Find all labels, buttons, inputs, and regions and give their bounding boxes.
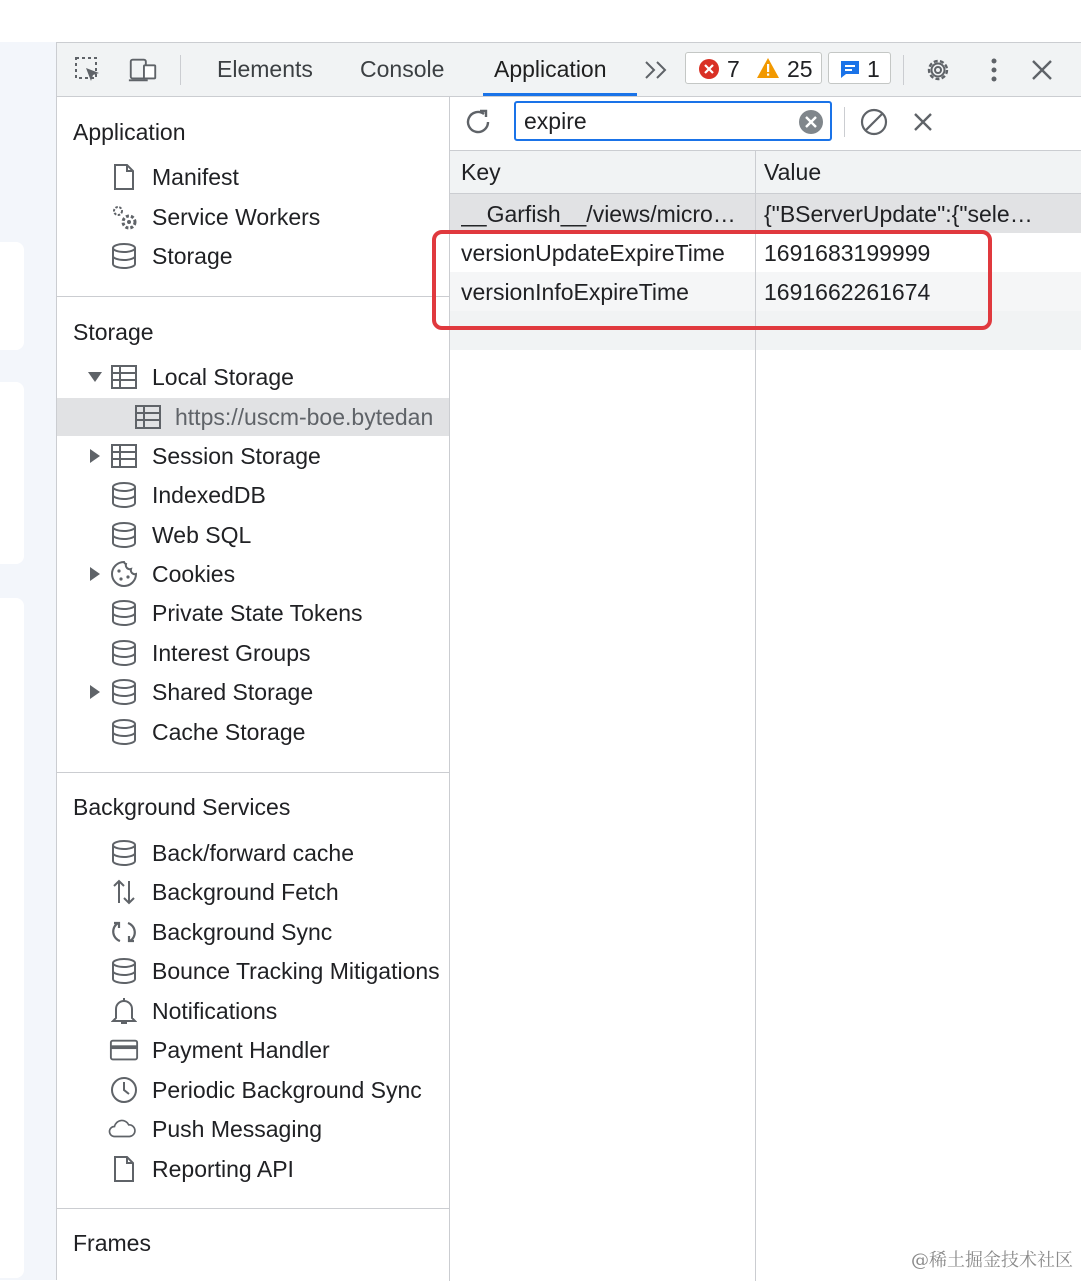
database-icon (109, 838, 139, 868)
database-icon (109, 638, 139, 668)
sidebar-item-shared-storage[interactable] (57, 673, 449, 711)
section-title-storage: Storage (73, 319, 154, 345)
column-header-key[interactable]: Key (461, 159, 501, 185)
sidebar-item-label: Local Storage (152, 364, 294, 390)
row-value: 1691683199999 (764, 240, 931, 266)
more-options-icon[interactable] (978, 55, 1010, 85)
sidebar-item-background-fetch[interactable] (57, 873, 449, 911)
sidebar-item-label: Notifications (152, 998, 278, 1024)
row-value: 1691662261674 (764, 279, 931, 305)
sidebar-item-cache-storage[interactable] (57, 713, 449, 751)
cloud-icon (107, 1114, 137, 1144)
gears-icon (109, 202, 139, 232)
sidebar-item-label: Interest Groups (152, 640, 311, 666)
row-value: {"BServerUpdate":{"sele… (764, 201, 1033, 227)
sidebar-item-label: Payment Handler (152, 1037, 330, 1063)
table-icon (133, 402, 163, 432)
sidebar-item-web-sql[interactable] (57, 516, 449, 554)
watermark: @稀土掘金技术社区 (911, 1250, 1073, 1271)
database-icon (109, 520, 139, 550)
bell-icon (109, 996, 139, 1026)
sidebar-item-label: IndexedDB (152, 482, 266, 508)
warning-count: 25 (787, 56, 813, 82)
page-card (0, 382, 24, 564)
sidebar-item-label: Bounce Tracking Mitigations (152, 958, 440, 984)
sidebar-item-local-storage[interactable] (57, 358, 449, 396)
warning-icon (756, 57, 780, 79)
device-toggle-icon[interactable] (127, 55, 159, 85)
expanded-arrow-icon[interactable] (85, 367, 105, 387)
sidebar-item-periodic-background-sync[interactable] (57, 1071, 449, 1109)
settings-icon[interactable] (922, 55, 954, 85)
more-tabs-icon[interactable] (640, 55, 672, 85)
message-icon (839, 58, 861, 80)
sidebar-item-push-messaging[interactable] (57, 1110, 449, 1148)
document-icon (109, 1154, 139, 1184)
storage-filter-toolbar (450, 97, 1081, 151)
sidebar-item-label: Background Sync (152, 919, 333, 945)
page-card (0, 598, 24, 1278)
sidebar-item-private-state-tokens[interactable] (57, 594, 449, 632)
clear-all-icon[interactable] (858, 107, 890, 137)
database-icon (109, 956, 139, 986)
sidebar-item-indexeddb[interactable] (57, 476, 449, 514)
sidebar-item-label: Session Storage (152, 443, 321, 469)
database-icon (109, 677, 139, 707)
issues-counter[interactable] (685, 52, 822, 84)
page-card (0, 242, 24, 350)
section-divider (57, 772, 450, 773)
delete-selected-icon[interactable] (907, 107, 939, 137)
sidebar-item-reporting-api[interactable] (57, 1150, 449, 1188)
collapsed-arrow-icon[interactable] (85, 446, 105, 466)
column-header-value[interactable]: Value (764, 159, 822, 185)
up-down-arrows-icon (109, 877, 139, 907)
sidebar-item-label: Private State Tokens (152, 600, 363, 626)
filter-input-box[interactable] (514, 101, 832, 141)
sidebar-item-back-forward-cache[interactable] (57, 834, 449, 872)
table-icon (109, 441, 139, 471)
sidebar-item-notifications[interactable] (57, 992, 449, 1030)
application-sidebar (57, 97, 450, 1281)
tab-application[interactable]: Application (494, 56, 607, 82)
section-divider (57, 1208, 450, 1209)
sidebar-item-bounce-tracking[interactable] (57, 952, 449, 990)
sidebar-item-session-storage[interactable] (57, 437, 449, 475)
row-key: __Garfish__/views/micro… (461, 201, 736, 227)
sidebar-item-label: Service Workers (152, 204, 321, 230)
tab-elements[interactable]: Elements (217, 56, 313, 82)
sidebar-item-manifest[interactable] (57, 158, 449, 196)
error-count: 7 (727, 56, 740, 82)
highlight-annotation (432, 230, 992, 330)
collapsed-arrow-icon[interactable] (85, 564, 105, 584)
sidebar-item-label: https://uscm-boe.bytedan (175, 404, 434, 430)
message-count: 1 (867, 56, 880, 82)
table-row[interactable] (450, 194, 1081, 233)
active-tab-indicator (483, 93, 637, 96)
toolbar-divider (903, 55, 904, 85)
inspect-icon[interactable] (72, 55, 104, 85)
section-divider (57, 296, 450, 297)
sidebar-item-label: Back/forward cache (152, 840, 354, 866)
sidebar-item-local-storage-origin[interactable] (57, 398, 449, 436)
sidebar-item-label: Cookies (152, 561, 236, 587)
clear-filter-icon[interactable] (798, 109, 824, 135)
sidebar-item-label: Shared Storage (152, 679, 314, 705)
section-title-frames: Frames (73, 1230, 151, 1256)
sidebar-item-interest-groups[interactable] (57, 634, 449, 672)
page-background-left (0, 42, 56, 1280)
refresh-icon[interactable] (462, 107, 494, 137)
messages-counter[interactable] (828, 52, 891, 84)
sidebar-item-payment-handler[interactable] (57, 1031, 449, 1069)
sidebar-item-label: Web SQL (152, 522, 252, 548)
sidebar-item-label: Manifest (152, 164, 239, 190)
devtools-toolbar (57, 43, 1081, 97)
sidebar-item-background-sync[interactable] (57, 913, 449, 951)
credit-card-icon (109, 1035, 139, 1065)
table-header (450, 151, 1081, 194)
toolbar-divider (180, 55, 181, 85)
sidebar-item-label: Cache Storage (152, 719, 306, 745)
devtools-window (56, 42, 1081, 1280)
sidebar-item-label: Periodic Background Sync (152, 1077, 422, 1103)
tab-console[interactable]: Console (360, 56, 445, 82)
sync-icon (109, 917, 139, 947)
row-key: versionUpdateExpireTime (461, 240, 725, 266)
document-icon (109, 162, 139, 192)
database-icon (109, 717, 139, 747)
database-icon (109, 480, 139, 510)
filter-input[interactable] (524, 107, 794, 135)
cookie-icon (109, 559, 139, 589)
sidebar-item-storage[interactable] (57, 237, 449, 275)
sidebar-item-label: Background Fetch (152, 879, 339, 905)
sidebar-item-label: Push Messaging (152, 1116, 323, 1142)
sidebar-item-label: Storage (152, 243, 233, 269)
collapsed-arrow-icon[interactable] (85, 682, 105, 702)
sidebar-item-label: Reporting API (152, 1156, 294, 1182)
close-icon[interactable] (1026, 55, 1058, 85)
database-icon (109, 241, 139, 271)
sidebar-item-cookies[interactable] (57, 555, 449, 593)
sidebar-item-service-workers[interactable] (57, 198, 449, 236)
row-key: versionInfoExpireTime (461, 279, 689, 305)
section-title-application: Application (73, 119, 186, 145)
error-icon (698, 58, 720, 80)
database-icon (109, 598, 139, 628)
clock-icon (109, 1075, 139, 1105)
table-icon (109, 362, 139, 392)
toolbar-divider (844, 107, 845, 137)
section-title-background-services: Background Services (73, 794, 291, 820)
